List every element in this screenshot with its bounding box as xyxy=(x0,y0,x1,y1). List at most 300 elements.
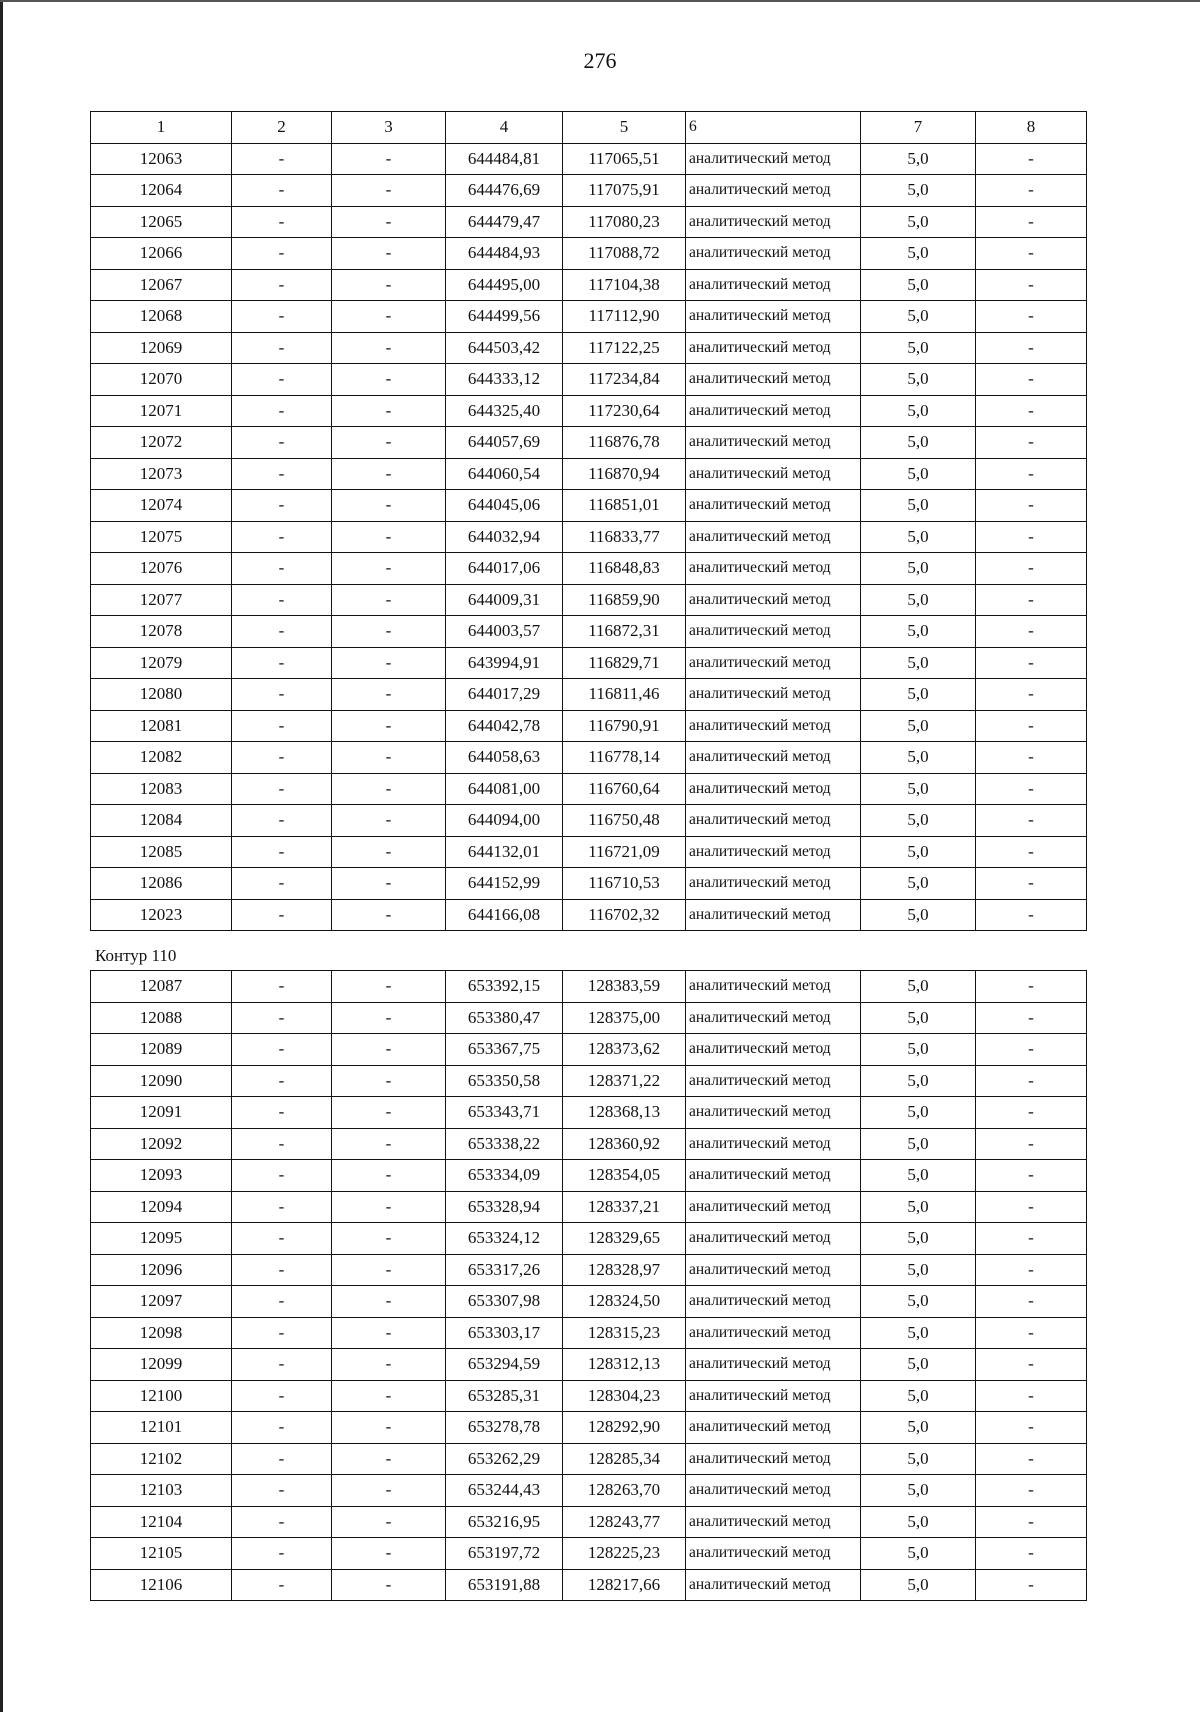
coordinates-table-body xyxy=(91,112,1087,931)
table-cell-col-3: - xyxy=(332,899,446,931)
table-row xyxy=(91,805,1087,837)
coordinates-table-contour-body xyxy=(91,971,1087,1601)
table-cell-col-3: - xyxy=(332,1097,446,1129)
table-cell-col-3: - xyxy=(332,1223,446,1255)
table-cell-col-1: 12090 xyxy=(91,1065,232,1097)
table-cell-col-8: - xyxy=(976,1475,1087,1507)
table-cell-col-5: 116721,09 xyxy=(563,836,686,868)
table-cell-col-2: - xyxy=(232,269,332,301)
table-cell-col-3: - xyxy=(332,1317,446,1349)
table-cell-col-7: 5,0 xyxy=(861,1506,976,1538)
table-cell-col-2: - xyxy=(232,490,332,522)
table-cell-col-4: 653307,98 xyxy=(446,1286,563,1318)
table-cell-col-7: 5,0 xyxy=(861,143,976,175)
table-cell-col-5: 128329,65 xyxy=(563,1223,686,1255)
table-cell-col-8: - xyxy=(976,143,1087,175)
table-cell-col-6: аналитический метод xyxy=(686,1569,861,1601)
table-cell-col-2: - xyxy=(232,458,332,490)
table-row xyxy=(91,1254,1087,1286)
table-cell-col-5: 117088,72 xyxy=(563,238,686,270)
table-cell-col-2: - xyxy=(232,1286,332,1318)
table-row xyxy=(91,647,1087,679)
table-cell-col-3: - xyxy=(332,521,446,553)
table-cell-col-1: 12100 xyxy=(91,1380,232,1412)
table-cell-col-2: - xyxy=(232,553,332,585)
table-cell-col-1: 12071 xyxy=(91,395,232,427)
table-cell-col-3: - xyxy=(332,1254,446,1286)
table-cell-col-7: 5,0 xyxy=(861,1160,976,1192)
table-cell-col-8: - xyxy=(976,458,1087,490)
table-cell-col-1: 12066 xyxy=(91,238,232,270)
table-cell-col-4: 653338,22 xyxy=(446,1128,563,1160)
table-cell-col-5: 117234,84 xyxy=(563,364,686,396)
table-cell-col-2: - xyxy=(232,1128,332,1160)
table-cell-col-8: - xyxy=(976,427,1087,459)
table-cell-col-2: - xyxy=(232,1065,332,1097)
table-cell-col-6: аналитический метод xyxy=(686,616,861,648)
table-cell-col-7: 5,0 xyxy=(861,206,976,238)
table-cell-col-5: 116811,46 xyxy=(563,679,686,711)
table-cell-col-8: - xyxy=(976,1002,1087,1034)
table-cell-col-7: 5,0 xyxy=(861,1286,976,1318)
table-row xyxy=(91,868,1087,900)
table-cell-col-2: - xyxy=(232,175,332,207)
table-cell-col-7: 5,0 xyxy=(861,1128,976,1160)
table-cell-col-8: - xyxy=(976,395,1087,427)
table-cell-col-8: - xyxy=(976,1443,1087,1475)
table-cell-col-1: 12064 xyxy=(91,175,232,207)
table-cell-col-6: аналитический метод xyxy=(686,1254,861,1286)
table-cell-col-1: 12103 xyxy=(91,1475,232,1507)
table-cell-col-7: 5,0 xyxy=(861,364,976,396)
table-row xyxy=(91,175,1087,207)
table-cell-col-3: - xyxy=(332,742,446,774)
table-cell-col-1: 12063 xyxy=(91,143,232,175)
table-cell-col-5: 116710,53 xyxy=(563,868,686,900)
table-cell-col-1: 12093 xyxy=(91,1160,232,1192)
table-cell-col-2: - xyxy=(232,1506,332,1538)
table-cell-col-8: - xyxy=(976,616,1087,648)
table-cell-col-5: 128243,77 xyxy=(563,1506,686,1538)
table-cell-col-3: - xyxy=(332,1065,446,1097)
table-cell-col-5: 128373,62 xyxy=(563,1034,686,1066)
table-cell-col-6: аналитический метод xyxy=(686,1065,861,1097)
table-row xyxy=(91,836,1087,868)
table-cell-col-5: 116859,90 xyxy=(563,584,686,616)
table-cell-col-5: 128337,21 xyxy=(563,1191,686,1223)
table-cell-col-8: - xyxy=(976,175,1087,207)
table-cell-col-6: аналитический метод xyxy=(686,553,861,585)
table-cell-col-4: 653278,78 xyxy=(446,1412,563,1444)
table-cell-col-4: 653197,72 xyxy=(446,1538,563,1570)
table-row xyxy=(91,332,1087,364)
coordinates-table-contour xyxy=(90,970,1087,1601)
table-cell-col-7: 5,0 xyxy=(861,1443,976,1475)
table-cell-col-3: - xyxy=(332,836,446,868)
table-cell-col-7: 5,0 xyxy=(861,584,976,616)
table-cell-col-7: 5,0 xyxy=(861,1002,976,1034)
table-cell-col-7: 5,0 xyxy=(861,679,976,711)
table-cell-col-5: 128328,97 xyxy=(563,1254,686,1286)
table-cell-col-5: 128371,22 xyxy=(563,1065,686,1097)
table-cell-col-4: 653191,88 xyxy=(446,1569,563,1601)
table-cell-col-4: 653328,94 xyxy=(446,1191,563,1223)
table-cell-col-5: 128225,23 xyxy=(563,1538,686,1570)
table-row xyxy=(91,1380,1087,1412)
table-cell-col-3: - xyxy=(332,269,446,301)
table-cell-col-1: 12076 xyxy=(91,553,232,585)
table-cell-col-8: - xyxy=(976,805,1087,837)
table-cell-col-1: 12095 xyxy=(91,1223,232,1255)
table-cell-col-4: 644495,00 xyxy=(446,269,563,301)
table-cell-col-1: 12088 xyxy=(91,1002,232,1034)
table-cell-col-8: - xyxy=(976,1034,1087,1066)
table-cell-col-1: 12096 xyxy=(91,1254,232,1286)
table-cell-col-8: - xyxy=(976,364,1087,396)
table-cell-col-1: 12101 xyxy=(91,1412,232,1444)
table-cell-col-7: 5,0 xyxy=(861,553,976,585)
table-cell-col-1: 12083 xyxy=(91,773,232,805)
table-cell-col-1: 12074 xyxy=(91,490,232,522)
table-cell-col-2: - xyxy=(232,364,332,396)
table-cell-col-3: - xyxy=(332,1412,446,1444)
table-cell-col-6: аналитический метод xyxy=(686,1191,861,1223)
table-cell-col-6: аналитический метод xyxy=(686,899,861,931)
table-cell-col-8: - xyxy=(976,301,1087,333)
table-cell-col-1: 12067 xyxy=(91,269,232,301)
table-cell-col-5: 116760,64 xyxy=(563,773,686,805)
table-cell-col-3: - xyxy=(332,206,446,238)
table-row xyxy=(91,553,1087,585)
table-cell-col-1: 12081 xyxy=(91,710,232,742)
table-cell-col-4: 644032,94 xyxy=(446,521,563,553)
table-cell-col-6: аналитический метод xyxy=(686,458,861,490)
table-cell-col-2: - xyxy=(232,1097,332,1129)
table-cell-col-3: - xyxy=(332,1002,446,1034)
table-cell-col-7: 5,0 xyxy=(861,1412,976,1444)
table-row xyxy=(91,1097,1087,1129)
table-cell-col-4: 644325,40 xyxy=(446,395,563,427)
table-cell-col-2: - xyxy=(232,742,332,774)
table-cell-col-5: 116872,31 xyxy=(563,616,686,648)
table-cell-col-5: 117122,25 xyxy=(563,332,686,364)
table-cell-col-3: - xyxy=(332,1538,446,1570)
table-cell-col-4: 644094,00 xyxy=(446,805,563,837)
table-cell-col-6: аналитический метод xyxy=(686,238,861,270)
table-cell-col-6: аналитический метод xyxy=(686,175,861,207)
table-cell-col-1: 12102 xyxy=(91,1443,232,1475)
table-cell-col-4: 644484,93 xyxy=(446,238,563,270)
table-cell-col-1: 12080 xyxy=(91,679,232,711)
table-row xyxy=(91,521,1087,553)
table-cell-col-8: - xyxy=(976,490,1087,522)
table-cell-col-4: 644017,06 xyxy=(446,553,563,585)
table-row xyxy=(91,1034,1087,1066)
table-cell-col-8: 8 xyxy=(976,112,1087,144)
table-row xyxy=(91,490,1087,522)
table-cell-col-7: 5,0 xyxy=(861,1475,976,1507)
table-cell-col-3: - xyxy=(332,1569,446,1601)
table-cell-col-5: 116870,94 xyxy=(563,458,686,490)
table-cell-col-5: 116702,32 xyxy=(563,899,686,931)
table-cell-col-8: - xyxy=(976,269,1087,301)
table-cell-col-8: - xyxy=(976,1128,1087,1160)
table-cell-col-4: 644503,42 xyxy=(446,332,563,364)
table-cell-col-3: - xyxy=(332,458,446,490)
table-cell-col-3: - xyxy=(332,971,446,1003)
table-cell-col-2: - xyxy=(232,1380,332,1412)
table-cell-col-2: - xyxy=(232,206,332,238)
table-cell-col-2: - xyxy=(232,1317,332,1349)
table-cell-col-4: 644333,12 xyxy=(446,364,563,396)
table-cell-col-3: - xyxy=(332,868,446,900)
table-cell-col-8: - xyxy=(976,1380,1087,1412)
table-cell-col-3: - xyxy=(332,647,446,679)
table-cell-col-8: - xyxy=(976,1065,1087,1097)
table-cell-col-4: 644042,78 xyxy=(446,710,563,742)
table-cell-col-4: 653380,47 xyxy=(446,1002,563,1034)
table-cell-col-6: аналитический метод xyxy=(686,1097,861,1129)
table-cell-col-8: - xyxy=(976,742,1087,774)
table-cell-col-2: - xyxy=(232,1002,332,1034)
table-cell-col-3: - xyxy=(332,1475,446,1507)
table-cell-col-8: - xyxy=(976,1412,1087,1444)
table-cell-col-5: 117075,91 xyxy=(563,175,686,207)
table-cell-col-4: 653216,95 xyxy=(446,1506,563,1538)
table-cell-col-6: 6 xyxy=(686,112,861,144)
table-cell-col-4: 4 xyxy=(446,112,563,144)
table-row xyxy=(91,269,1087,301)
table-cell-col-5: 128304,23 xyxy=(563,1380,686,1412)
table-cell-col-5: 128315,23 xyxy=(563,1317,686,1349)
table-cell-col-2: - xyxy=(232,647,332,679)
table-cell-col-8: - xyxy=(976,836,1087,868)
table-cell-col-6: аналитический метод xyxy=(686,868,861,900)
table-cell-col-3: 3 xyxy=(332,112,446,144)
table-cell-col-6: аналитический метод xyxy=(686,1128,861,1160)
table-row xyxy=(91,1223,1087,1255)
table-row xyxy=(91,1002,1087,1034)
table-cell-col-4: 644152,99 xyxy=(446,868,563,900)
table-cell-col-2: - xyxy=(232,1160,332,1192)
table-cell-col-1: 12106 xyxy=(91,1569,232,1601)
table-cell-col-1: 12089 xyxy=(91,1034,232,1066)
table-cell-col-4: 644057,69 xyxy=(446,427,563,459)
table-cell-col-6: аналитический метод xyxy=(686,773,861,805)
table-cell-col-4: 644479,47 xyxy=(446,206,563,238)
table-cell-col-3: - xyxy=(332,301,446,333)
table-cell-col-8: - xyxy=(976,553,1087,585)
table-row xyxy=(91,710,1087,742)
table-cell-col-2: - xyxy=(232,1034,332,1066)
table-cell-col-8: - xyxy=(976,679,1087,711)
table-cell-col-1: 12094 xyxy=(91,1191,232,1223)
table-cell-col-3: - xyxy=(332,1443,446,1475)
table-cell-col-6: аналитический метод xyxy=(686,1223,861,1255)
table-cell-col-3: - xyxy=(332,616,446,648)
table-cell-col-8: - xyxy=(976,1538,1087,1570)
table-cell-col-2: - xyxy=(232,427,332,459)
table-cell-col-7: 5,0 xyxy=(861,1254,976,1286)
table-cell-col-2: - xyxy=(232,710,332,742)
table-cell-col-7: 5,0 xyxy=(861,1191,976,1223)
table-cell-col-4: 644484,81 xyxy=(446,143,563,175)
table-cell-col-1: 12069 xyxy=(91,332,232,364)
table-cell-col-1: 12065 xyxy=(91,206,232,238)
table-cell-col-2: - xyxy=(232,1412,332,1444)
table-cell-col-7: 5,0 xyxy=(861,490,976,522)
table-cell-col-4: 653285,31 xyxy=(446,1380,563,1412)
table-cell-col-4: 653262,29 xyxy=(446,1443,563,1475)
table-cell-col-6: аналитический метод xyxy=(686,521,861,553)
table-cell-col-5: 116750,48 xyxy=(563,805,686,837)
table-cell-col-6: аналитический метод xyxy=(686,332,861,364)
table-cell-col-8: - xyxy=(976,1254,1087,1286)
table-cell-col-7: 5,0 xyxy=(861,395,976,427)
table-row xyxy=(91,899,1087,931)
table-cell-col-8: - xyxy=(976,710,1087,742)
table-cell-col-2: - xyxy=(232,1569,332,1601)
table-cell-col-4: 644081,00 xyxy=(446,773,563,805)
table-cell-col-2: - xyxy=(232,301,332,333)
table-cell-col-5: 117230,64 xyxy=(563,395,686,427)
table-cell-col-6: аналитический метод xyxy=(686,1286,861,1318)
table-cell-col-6: аналитический метод xyxy=(686,1443,861,1475)
table-cell-col-1: 12097 xyxy=(91,1286,232,1318)
table-cell-col-6: аналитический метод xyxy=(686,1475,861,1507)
table-cell-col-1: 12073 xyxy=(91,458,232,490)
table-cell-col-4: 644166,08 xyxy=(446,899,563,931)
table-cell-col-7: 5,0 xyxy=(861,301,976,333)
table-cell-col-8: - xyxy=(976,647,1087,679)
table-cell-col-6: аналитический метод xyxy=(686,584,861,616)
table-cell-col-6: аналитический метод xyxy=(686,269,861,301)
table-cell-col-5: 128217,66 xyxy=(563,1569,686,1601)
table-cell-col-6: аналитический метод xyxy=(686,836,861,868)
table-cell-col-2: - xyxy=(232,238,332,270)
table-row xyxy=(91,1065,1087,1097)
table-cell-col-2: - xyxy=(232,805,332,837)
table-cell-col-5: 117080,23 xyxy=(563,206,686,238)
table-row xyxy=(91,1317,1087,1349)
table-cell-col-7: 5,0 xyxy=(861,238,976,270)
table-cell-col-6: аналитический метод xyxy=(686,1317,861,1349)
table-cell-col-3: - xyxy=(332,584,446,616)
table-cell-col-5: 128368,13 xyxy=(563,1097,686,1129)
table-cell-col-8: - xyxy=(976,521,1087,553)
table-row xyxy=(91,1160,1087,1192)
table-cell-col-7: 5,0 xyxy=(861,742,976,774)
table-row xyxy=(91,1349,1087,1381)
table-cell-col-8: - xyxy=(976,206,1087,238)
table-cell-col-7: 5,0 xyxy=(861,899,976,931)
table-cell-col-4: 644058,63 xyxy=(446,742,563,774)
table-cell-col-7: 5,0 xyxy=(861,1317,976,1349)
table-cell-col-6: аналитический метод xyxy=(686,364,861,396)
table-cell-col-4: 653392,15 xyxy=(446,971,563,1003)
table-row xyxy=(91,971,1087,1003)
table-cell-col-7: 5,0 xyxy=(861,1538,976,1570)
table-cell-col-3: - xyxy=(332,679,446,711)
table-cell-col-1: 12070 xyxy=(91,364,232,396)
table-cell-col-3: - xyxy=(332,1191,446,1223)
table-cell-col-5: 128360,92 xyxy=(563,1128,686,1160)
table-cell-col-4: 644045,06 xyxy=(446,490,563,522)
table-cell-col-4: 653303,17 xyxy=(446,1317,563,1349)
table-cell-col-6: аналитический метод xyxy=(686,679,861,711)
table-cell-col-5: 116851,01 xyxy=(563,490,686,522)
table-cell-col-5: 128383,59 xyxy=(563,971,686,1003)
table-cell-col-2: - xyxy=(232,1443,332,1475)
table-cell-col-1: 12091 xyxy=(91,1097,232,1129)
table-cell-col-5: 116876,78 xyxy=(563,427,686,459)
table-row xyxy=(91,206,1087,238)
table-row xyxy=(91,773,1087,805)
table-cell-col-5: 116833,77 xyxy=(563,521,686,553)
table-cell-col-2: - xyxy=(232,679,332,711)
table-row xyxy=(91,1412,1087,1444)
table-cell-col-1: 12098 xyxy=(91,1317,232,1349)
table-cell-col-8: - xyxy=(976,1160,1087,1192)
table-cell-col-5: 128312,13 xyxy=(563,1349,686,1381)
table-cell-col-1: 12078 xyxy=(91,616,232,648)
table-cell-col-7: 5,0 xyxy=(861,427,976,459)
table-row xyxy=(91,143,1087,175)
table-cell-col-6: аналитический метод xyxy=(686,1380,861,1412)
table-cell-col-1: 12079 xyxy=(91,647,232,679)
table-cell-col-2: - xyxy=(232,1254,332,1286)
table-cell-col-3: - xyxy=(332,1349,446,1381)
table-row xyxy=(91,584,1087,616)
table-cell-col-7: 5,0 xyxy=(861,521,976,553)
table-cell-col-8: - xyxy=(976,1569,1087,1601)
table-cell-col-5: 128354,05 xyxy=(563,1160,686,1192)
table-cell-col-7: 5,0 xyxy=(861,710,976,742)
table-cell-col-7: 5,0 xyxy=(861,1223,976,1255)
table-cell-col-7: 5,0 xyxy=(861,868,976,900)
table-cell-col-1: 12082 xyxy=(91,742,232,774)
table-cell-col-1: 12092 xyxy=(91,1128,232,1160)
table-row xyxy=(91,1506,1087,1538)
table-cell-col-1: 12068 xyxy=(91,301,232,333)
table-cell-col-6: аналитический метод xyxy=(686,301,861,333)
table-cell-col-6: аналитический метод xyxy=(686,1034,861,1066)
table-cell-col-8: - xyxy=(976,238,1087,270)
table-row xyxy=(91,1538,1087,1570)
table-cell-col-8: - xyxy=(976,1349,1087,1381)
table-cell-col-2: - xyxy=(232,521,332,553)
table-cell-col-5: 116829,71 xyxy=(563,647,686,679)
table-row xyxy=(91,1191,1087,1223)
table-cell-col-1: 12086 xyxy=(91,868,232,900)
table-cell-col-6: аналитический метод xyxy=(686,1160,861,1192)
scan-left-edge xyxy=(0,0,3,1712)
table-cell-col-2: - xyxy=(232,1191,332,1223)
table-row xyxy=(91,1128,1087,1160)
table-cell-col-1: 12104 xyxy=(91,1506,232,1538)
table-cell-col-6: аналитический метод xyxy=(686,647,861,679)
table-row xyxy=(91,427,1087,459)
table-cell-col-8: - xyxy=(976,1097,1087,1129)
table-cell-col-1: 12084 xyxy=(91,805,232,837)
table-cell-col-3: - xyxy=(332,1506,446,1538)
table-cell-col-4: 653334,09 xyxy=(446,1160,563,1192)
table-cell-col-3: - xyxy=(332,427,446,459)
table-cell-col-3: - xyxy=(332,553,446,585)
table-cell-col-3: - xyxy=(332,805,446,837)
table-cell-col-8: - xyxy=(976,1317,1087,1349)
table-row xyxy=(91,1443,1087,1475)
